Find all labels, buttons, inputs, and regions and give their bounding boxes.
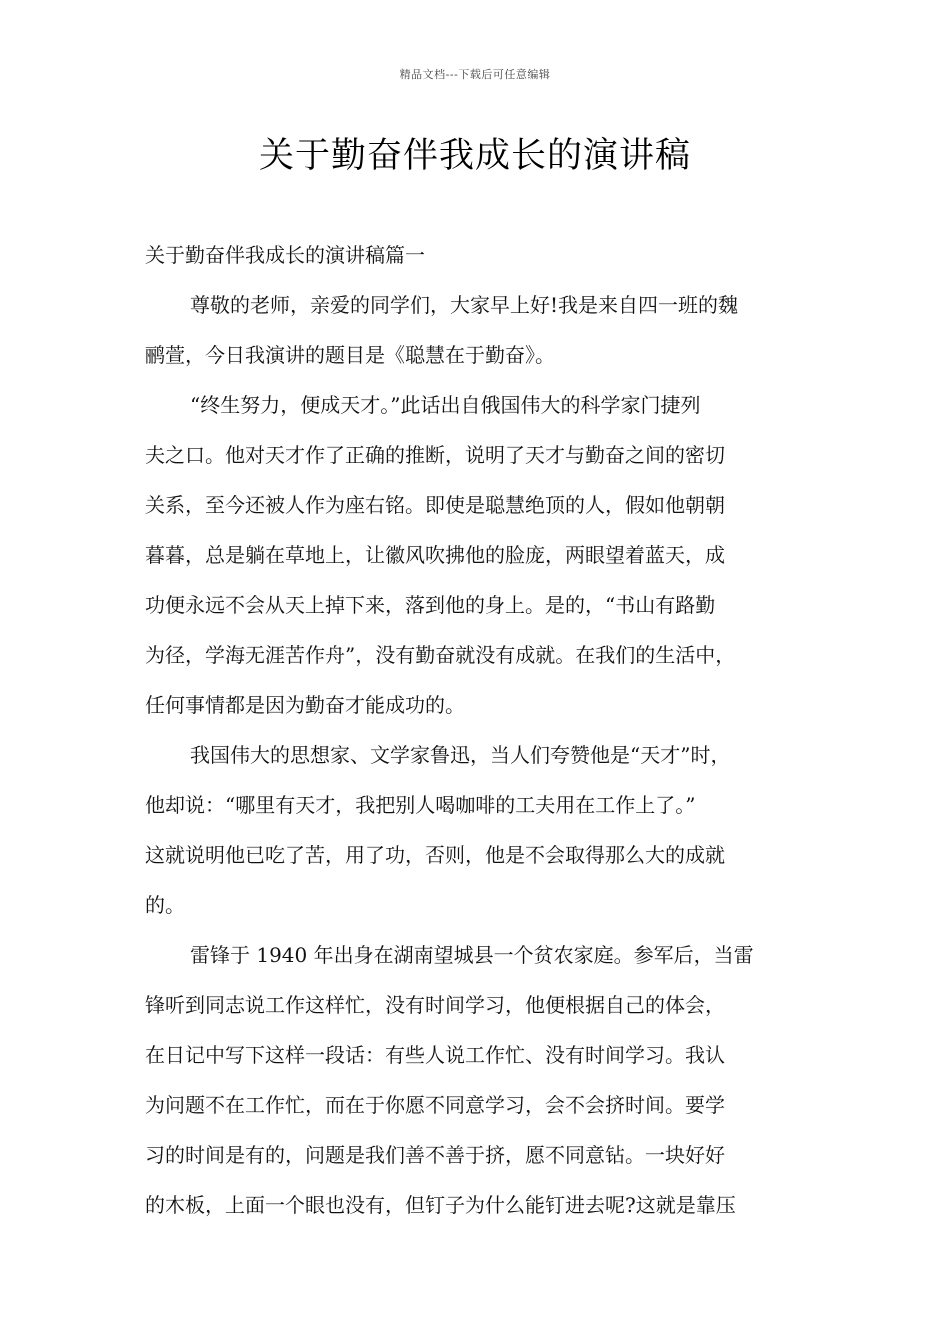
paragraph-line: 雷锋于 1940 年出身在湖南望城县一个贫农家庭。参军后，当雷	[190, 943, 754, 967]
paragraph-line: 他却说：“哪里有天才，我把别人喝咖啡的工夫用在工作上了。”	[145, 793, 696, 817]
paragraph-line: 关系，至今还被人作为座右铭。即使是聪慧绝顶的人，假如他朝朝	[145, 493, 725, 517]
paragraph-line: 夫之口。他对天才作了正确的推断，说明了天才与勤奋之间的密切	[145, 443, 725, 467]
paragraph-line: 的。	[145, 893, 185, 917]
paragraph-line: 暮暮，总是躺在草地上，让徽风吹拂他的脸庞，两眼望着蓝天，成	[145, 543, 725, 567]
paragraph-line: 我国伟大的思想家、文学家鲁迅，当人们夸赞他是“天才”时，	[190, 743, 731, 767]
paragraph-line: 为径，学海无涯苦作舟”，没有勤奋就没有成就。在我们的生活中，	[145, 643, 736, 667]
paragraph-line: 尊敬的老师，亲爱的同学们，大家早上好!我是来自四一班的魏	[190, 293, 739, 317]
paragraph-line: 锋听到同志说工作这样忙，没有时间学习，他便根据自己的体会，	[145, 993, 725, 1017]
paragraph	[145, 930, 825, 1230]
paragraph-line: 鹂萱，今日我演讲的题目是《聪慧在于勤奋》。	[145, 343, 555, 367]
paragraph-line: 为问题不在工作忙，而在于你愿不同意学习，会不会挤时间。要学	[145, 1093, 725, 1117]
paragraph-line: “终生努力，便成天才。”此话出自俄国伟大的科学家门捷列	[190, 393, 701, 417]
paragraph	[145, 280, 825, 380]
paragraph-line: 在日记中写下这样一段话：有些人说工作忙、没有时间学习。我认	[145, 1043, 725, 1067]
paragraph	[145, 380, 825, 730]
paragraph-line: 功便永远不会从天上掉下来，落到他的身上。是的，“书山有路勤	[145, 593, 716, 617]
header-note: 精品文档---下载后可任意编辑	[399, 68, 551, 81]
document-title: 关于勤奋伴我成长的演讲稿	[258, 136, 691, 176]
paragraph-line: 习的时间是有的，问题是我们善不善于挤，愿不同意钻。一块好好	[145, 1143, 725, 1167]
paragraph	[145, 730, 825, 930]
paragraph-line: 这就说明他已吃了苦，用了功，否则，他是不会取得那么大的成就	[145, 843, 725, 867]
document-body	[145, 230, 825, 1230]
paragraph-line: 的木板，上面一个眼也没有，但钉子为什么能钉进去呢?这就是靠压	[145, 1193, 736, 1217]
section-heading: 关于勤奋伴我成长的演讲稿篇一	[145, 243, 425, 267]
paragraph-line: 任何事情都是因为勤奋才能成功的。	[145, 693, 465, 717]
